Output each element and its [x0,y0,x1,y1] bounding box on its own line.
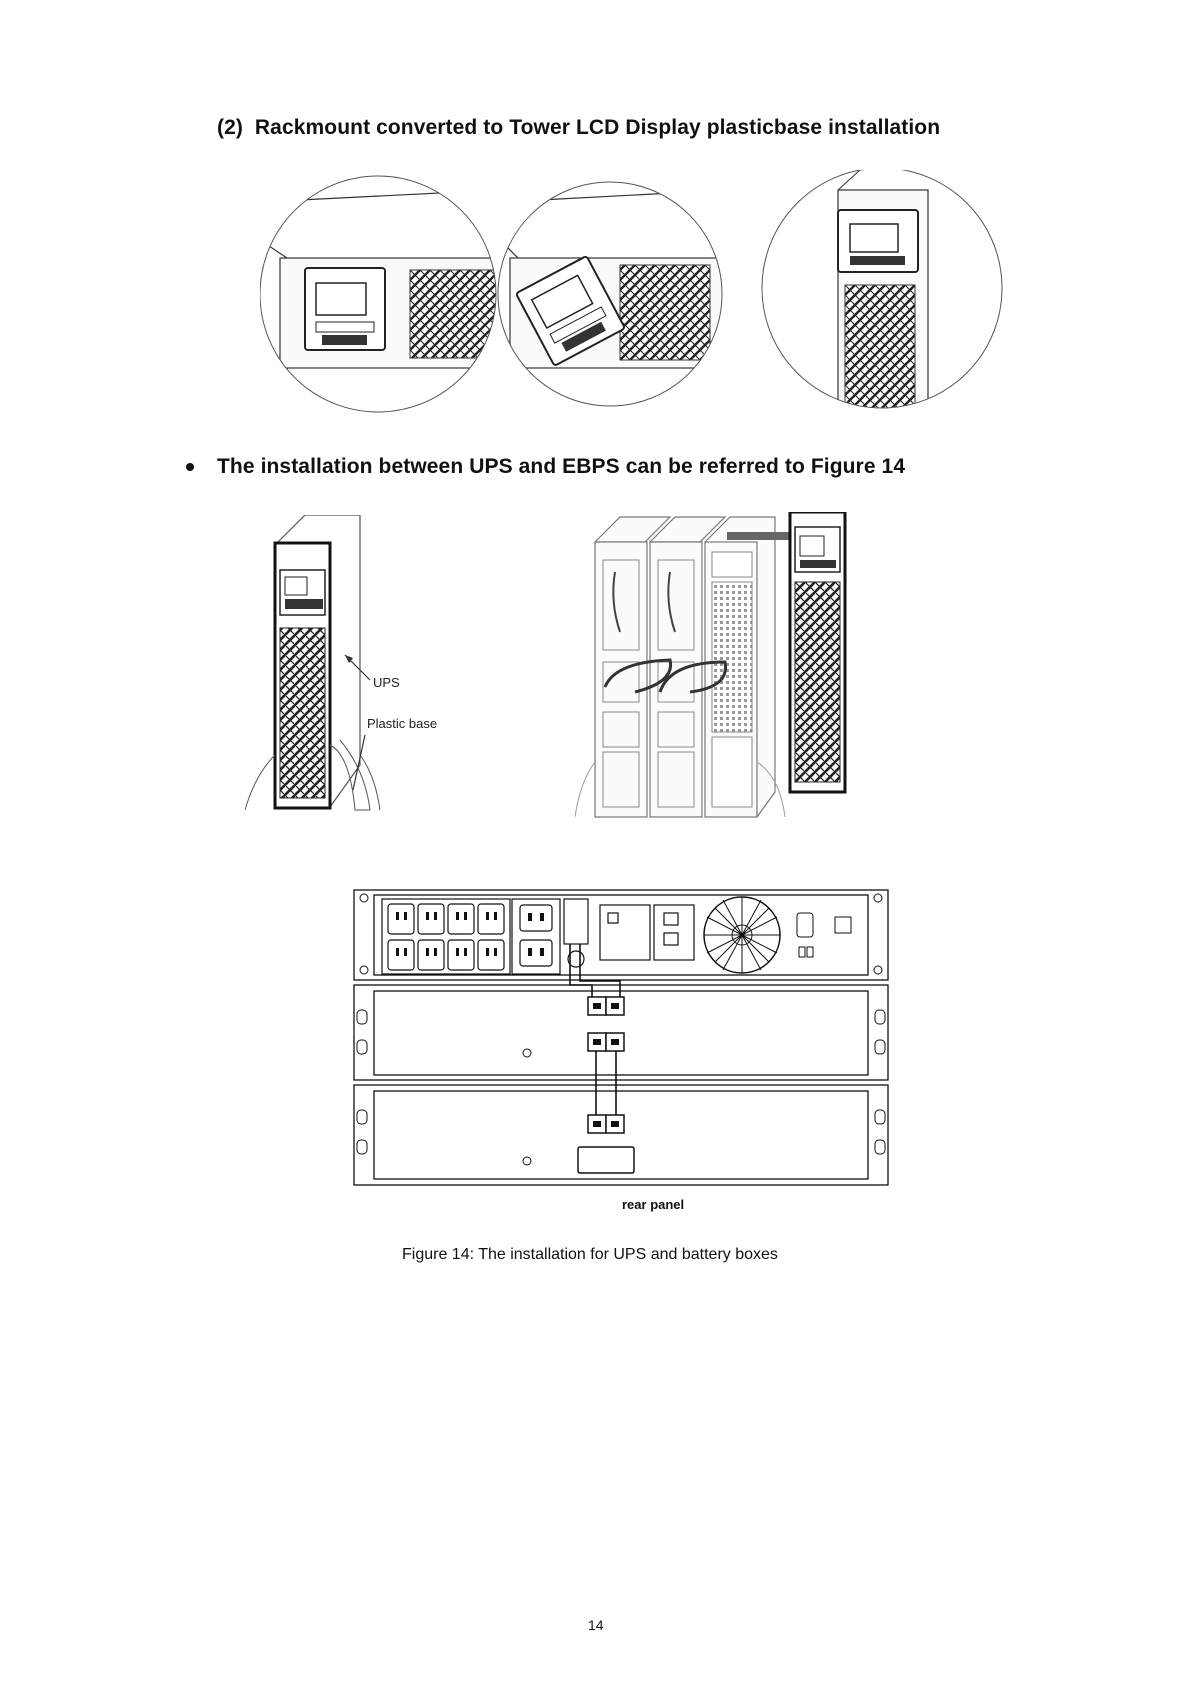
section-number: (2) [217,116,243,139]
section-title: Rackmount converted to Tower LCD Display plasticbase installation [254,116,941,139]
ups-and-ebps-towers [575,512,915,827]
plastic-base-label: Plastic base [367,716,438,731]
bullet-icon [186,463,194,471]
detail-circle-rotating-lcd [500,190,740,368]
figure-caption: Figure 14: The installation for UPS and battery boxes [402,1246,778,1263]
detail-circle-rack-lcd [260,190,510,368]
bullet-heading: The installation between UPS and EBPS can be referred to Figure 14 [217,455,906,478]
tower-ups-with-plastic-base [245,515,460,815]
fan-icon [704,897,780,973]
rear-panel-diagram [352,885,890,1190]
ups-label: UPS [373,675,400,690]
rear-panel-label: rear panel [622,1197,685,1212]
detail-circle-tower-lcd [838,170,1020,420]
page-number: 14 [588,1617,604,1633]
lcd-conversion-illustrations [260,170,1020,420]
section-heading [217,116,940,140]
